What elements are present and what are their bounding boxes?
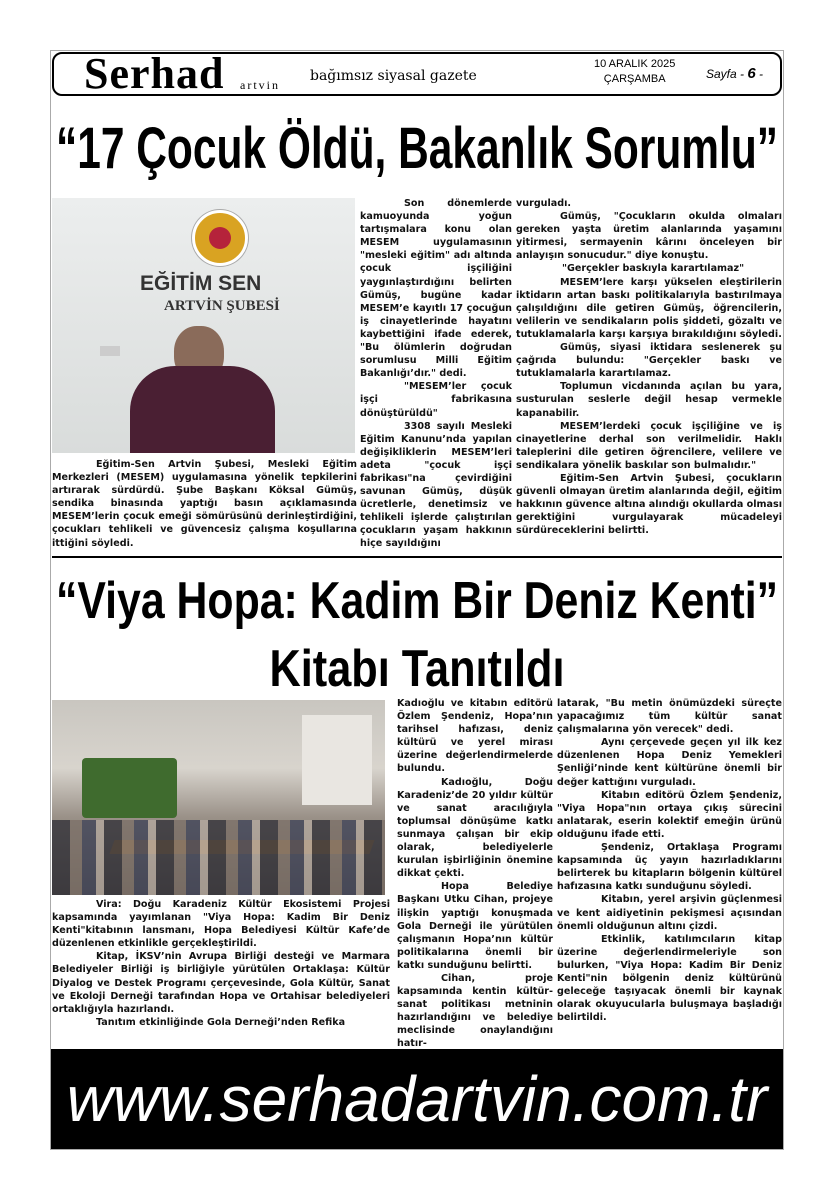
paragraph: Vira: Doğu Karadeniz Kültür Ekosistemi Projesi kapsamında yayımlanan "Viya Hopa: Kadim Bir Deniz Kenti"kitabının lansmanı, Hopa Belediyesi Kültür Kafe’de düzenlenen etkinlikle gerçekleştirildi. <box>52 899 390 950</box>
issue-date <box>594 57 675 87</box>
article2-headline-text2: Kitabı Tanıtıldı <box>269 640 565 698</box>
subheading: "MESEM’ler çocuk işçi fabrikasına dönüştürüldü" <box>360 381 512 419</box>
tagline: bağımsız siyasal gazete <box>310 68 477 84</box>
masthead <box>52 49 782 98</box>
paragraph: Tanıtım etkinliğinde Gola Derneği’nden Refika <box>96 1016 346 1028</box>
caption-paragraph: Eğitim-Sen Artvin Şubesi, Mesleki Eğitim Merkezleri (MESEM) uygulamasına yönelik tepkilerini artırarak sürdürdü. Şube Başkanı Köksal Gümüş, sendika binasında yaptığı basın açıklamasında MESEM’lerin çocuk emeği sömürüsünü derinleştirdiğini, çocukları tehlikeli ve güvencesiz çalışma koşullarına ittiğini söyledi. <box>52 459 357 549</box>
article2-headline-line2 <box>52 636 782 698</box>
paragraph: MESEM’lerdeki çocuk işçiliğine ve iş cinayetlerine derhal son verilmelidir. Haklı taleplerini dile getiren öğrencilere, velilere ve sendikalara yönelik baskılar son bulmalıdır." <box>516 420 782 471</box>
newspaper-logo: Serhad <box>84 49 225 98</box>
paragraph: Kadıoğlu, Doğu Karadeniz’de 20 yıldır kültür ve sanat aracılığıyla toplumsal dönüşüme katkı sunmaya çalışan bir ekip olarak, belediyelerle kurulan işbirliğinin önemine dikkat çekti. <box>397 776 553 880</box>
article2-column-3 <box>557 697 782 1024</box>
paragraph: Şendeniz, Ortaklaşa Programı kapsamında üç yayın hazırladıklarını belirterek bu kitapların bölgenin kültürel hafızasına katkı sunduğunu söyledi. <box>557 842 782 893</box>
paragraph: Kitap, İKSV’nin Avrupa Birliği desteği ve Marmara Belediyeler Birliği iş birliğiyle yürütülen Ortaklaşa: Kültür Diyalog ve Destek Programı çerçevesinde, Gola Kültür, Sanat ve Ekoloji Derneği tarafından Hopa ve Ortahisar belediyeleri ortaklığıyla hazırlandı. <box>52 951 390 1015</box>
section-divider <box>52 556 782 558</box>
paragraph: 3308 sayılı Mesleki Eğitim Kanunu’nda yapılan değişikliklerin MESEM’leri adeta "çocuk işçi fabrikası"na çevirdiğini savunan Gümüş, düşük ücretlerle, denetimsiz ve tehlikeli işlerde çalıştırılan çocukların yaşam hakkının hiçe sayıldığını <box>360 420 512 550</box>
article1-headline-text: “17 Çocuk Öldü, Bakanlık Sorumlu” <box>56 116 778 181</box>
green-wall <box>82 758 177 818</box>
website-banner <box>51 1049 783 1149</box>
article1-column-2 <box>360 197 512 551</box>
paragraph: Toplumun vicdanında açılan bu yara, susturulan seslerle değil hesap vermekle kapanabilir. <box>516 381 782 419</box>
article1-column-3 <box>516 197 782 537</box>
article2-photo <box>52 700 385 895</box>
photo-sign-line2: ARTVİN ŞUBESİ <box>164 298 280 314</box>
article1-photo <box>52 198 355 453</box>
paragraph: latarak, "Bu metin önümüzdeki süreçte yapacağımız tüm kültür sanat çalışmalarına yön verecek" dedi. <box>557 698 782 736</box>
paragraph: Kitabın editörü Özlem Şendeniz, "Viya Hopa"nın ortaya çıkış sürecini anlatarak, eserin kolektif emeğin ürünü olduğunu ifade etti. <box>557 789 782 840</box>
article1-headline <box>52 112 782 182</box>
audience <box>52 820 385 895</box>
newspaper-logo-sub: artvin <box>240 78 280 92</box>
paragraph: Eğitim-Sen Artvin Şubesi, çocukların güvenli olmayan üretim alanlarında değil, eğitim hakkının güvence altına alındığı okullarda olması gerektiğini vurgulayarak mücadeleyi sürdüreceklerini belirtti. <box>516 472 782 537</box>
paragraph: Cihan, proje kapsamında kentin kültür-sanat politikası metninin hazırlandığını ve belediye meclisinde onaylandığını hatır- <box>397 972 553 1050</box>
photo-sign-line1: EĞİTİM SEN <box>140 272 262 295</box>
eğitim-sen-logo-icon <box>192 210 248 266</box>
date-text: 10 ARALIK 2025 <box>594 58 676 70</box>
article2-column-1 <box>52 898 390 1029</box>
paragraph: Gümüş, "Çocukların okulda olmaları gereken yaşta üretim alanlarında yaşamını yitirmesi, sermayenin kârını önceleyen bir anlayışın sonucudur." diye konuştu. <box>516 211 782 262</box>
article2-headline-text1: “Viya Hopa: Kadim Bir Deniz Kenti” <box>56 572 778 630</box>
page-number-value: 6 <box>747 65 756 82</box>
paragraph: vurguladı. <box>516 198 572 209</box>
page-suffix: - <box>759 67 764 81</box>
paragraph: Son dönemlerde kamuoyunda yoğun tartışmalara konu olan MESEM uygulamasının "mesleki eğitim" adı altında çocuk işçiliğini yaygınlaştırdığını belirten Gümüş, bugüne kadar MESEM’e kayıtlı 17 çocuğun iş cinayetlerinde hayatını kaybettiğini ifade ederek, "Bu ölümlerin doğrudan sorumlusu Milli Eğitim Bakanlığı’dır." dedi. <box>360 198 512 380</box>
paragraph: Aynı çerçevede geçen yıl ilk kez düzenlenen Hopa Deniz Yemekleri Şenliği’ninde kent kültürüne önemli bir değer kattığını vurguladı. <box>557 737 782 788</box>
website-url[interactable]: www.serhadartvin.com.tr <box>66 1063 768 1135</box>
person-hoodie <box>130 366 275 453</box>
paragraph: Kadıoğlu ve kitabın editörü Özlem Şendeniz, Hopa’nın tarihsel hafızası, deniz kültürü ve yerel mirası üzerine değerlendirmelerde bulundu. <box>397 698 553 775</box>
article2-column-2 <box>397 697 553 1051</box>
weekday-text: ÇARŞAMBA <box>603 73 666 85</box>
subheading: "Gerçekler baskıyla karartılamaz" <box>562 263 745 275</box>
paragraph: Kitabın, yerel arşivin güçlenmesi ve kent aidiyetinin pekişmesi açısından önemli olduğunun altını çizdi. <box>557 894 782 932</box>
article2-headline-line1 <box>52 566 782 632</box>
paragraph: Gümüş, siyasi iktidara seslenerek şu çağrıda bulundu: "Gerçekler baskı ve tutuklamalarla karartılamaz. <box>516 342 782 380</box>
page-number <box>706 66 763 82</box>
paragraph: Hopa Belediye Başkanı Utku Cihan, projeye ilişkin yaptığı konuşmada Gola Derneği ile yürütülen çalışmanın Hopa’nın kültür politikalarına önemli bir katkı sunduğunu belirtti. <box>397 881 553 971</box>
paragraph: Etkinlik, katılımcıların kitap üzerine değerlendirmeleriyle son bulurken, "Viya Hopa: Kadim Bir Deniz Kenti"nin bölgenin deniz kültürünü geleceğe taşıyacak önemli bir kaynak olarak okuyucularla buluşmaya başladığı belirtildi. <box>557 933 782 1024</box>
article1-caption <box>52 458 357 550</box>
page-label: Sayfa - <box>706 67 745 81</box>
paragraph: MESEM’lere karşı yükselen eleştirilerin iktidarın artan baskı politikalarıyla bastırılmaya çalışıldığını dile getiren Gümüş, öğrencilerin, velilerin ve sendikaların polis şiddeti, gözaltı ve tutuklamalarla karşı karşıya bırakıldığını söyledi. <box>516 276 782 340</box>
